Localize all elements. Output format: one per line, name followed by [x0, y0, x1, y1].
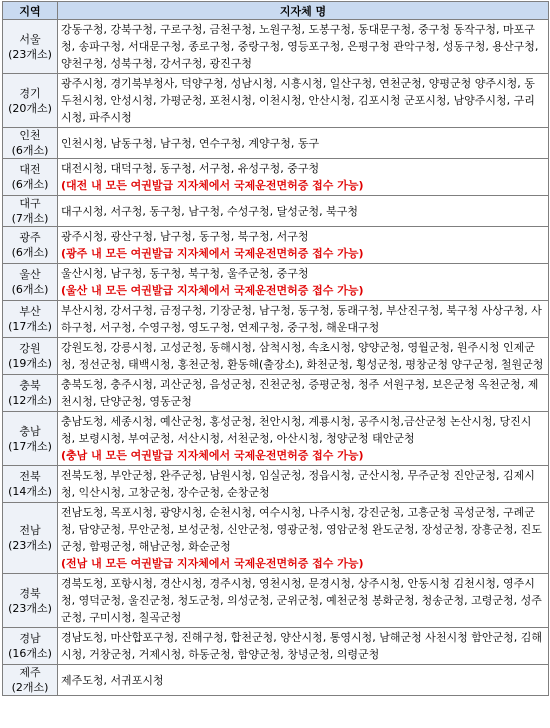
license-note: (대전 내 모든 여권발급 지자체에서 국제운전면허증 접수 가능): [61, 179, 364, 192]
municipality-cell: [58, 301, 549, 338]
region-name: 대전: [19, 163, 41, 176]
region-name: 강원: [19, 342, 41, 355]
municipality-cell: [58, 574, 549, 628]
municipality-cell: [58, 338, 549, 375]
header-region: 지역: [3, 2, 58, 20]
table-row: [3, 574, 549, 628]
municipality-cell: [58, 466, 549, 503]
municipality-list: 대전시청, 대덕구청, 동구청, 서구청, 유성구청, 중구청: [61, 162, 320, 175]
municipality-cell: [58, 264, 549, 301]
table-row: [3, 301, 549, 338]
region-cell: [3, 74, 58, 128]
region-count: (17개소): [8, 439, 52, 453]
municipality-list: 전북도청, 부안군청, 완주군청, 남원시청, 임실군청, 정읍시청, 군산시청, 무주군청 진안군청, 김제시청, 익산시청, 고창군청, 장수군청, 순창군청: [61, 469, 535, 499]
region-cell: [3, 628, 58, 665]
region-count: (14개소): [8, 485, 52, 498]
municipality-cell: [58, 128, 549, 159]
region-name: 제주: [19, 666, 41, 679]
municipality-list: 대구시청, 서구청, 동구청, 남구청, 수성구청, 달성군청, 북구청: [61, 204, 358, 218]
municipality-cell: [58, 412, 549, 466]
region-cell: [3, 159, 58, 196]
region-cell: [3, 264, 58, 301]
table-row: [3, 665, 549, 696]
municipality-cell: [58, 375, 549, 412]
region-cell: [3, 338, 58, 375]
municipality-list: 광주시청, 광산구청, 남구청, 동구청, 북구청, 서구청: [61, 230, 309, 243]
municipality-cell: [58, 74, 549, 128]
region-count: (6개소): [11, 178, 49, 191]
region-cell: [3, 128, 58, 159]
table-row: [3, 74, 549, 128]
table-body: [3, 20, 549, 696]
region-cell: [3, 503, 58, 574]
municipality-list: 경남도청, 마산합포구청, 진해구청, 합천군청, 양산시청, 통영시청, 남해군청 사천시청 함안군청, 김해시청, 거창군청, 거제시청, 하동군청, 함양군청, 창녕군청, 의령군청: [61, 631, 542, 661]
table-row: [3, 264, 549, 301]
municipality-list: 충남도청, 세종시청, 예산군청, 홍성군청, 천안시청, 계룡시청, 공주시청,금산군청 논산시청, 당진시청, 보령시청, 부여군청, 서산시청, 서천군청, 아산시청, 청양군청 태안군청: [61, 415, 532, 445]
region-name: 울산: [19, 268, 41, 281]
municipality-list: 충북도청, 충주시청, 괴산군청, 음성군청, 진천군청, 증평군청, 청주 서원구청, 보은군청 옥천군청, 제천시청, 단양군청, 영동군청: [61, 378, 539, 408]
table-row: [3, 412, 549, 466]
municipality-cell: [58, 503, 549, 574]
municipality-list: 전남도청, 목포시청, 광양시청, 순천시청, 여수시청, 나주시청, 강진군청, 고흥군청 곡성군청, 구례군청, 담양군청, 무안군청, 보성군청, 신안군청, 영광군청, 영암군청 완도군청, 장성군청, 장흥군청, 진도군청, 함평군청, 해남군청, 화순군청: [61, 506, 542, 553]
license-note: (충남 내 모든 여권발급 지자체에서 국제운전면허증 접수 가능): [61, 449, 364, 462]
region-count: (6개소): [11, 246, 49, 259]
region-cell: [3, 665, 58, 696]
municipality-list: 경북도청, 포항시청, 경산시청, 경주시청, 영천시청, 문경시청, 상주시청, 안동시청 김천시청, 영주시청, 영덕군청, 울진군청, 청도군청, 의성군청, 군위군청, 예천군청 봉화군청, 청송군청, 고령군청, 성주군청, 구미시청, 칠곡군청: [61, 577, 542, 624]
region-count: (12개소): [8, 394, 52, 407]
region-name: 경북: [19, 586, 41, 600]
municipality-cell: [58, 20, 549, 74]
header-municipality: 지자체 명: [58, 2, 549, 20]
municipality-list: 제주도청, 서귀포시청: [61, 673, 164, 687]
region-cell: [3, 375, 58, 412]
municipality-list: 강동구청, 강북구청, 구로구청, 금천구청, 노원구청, 도봉구청, 동대문구청, 중구청 동작구청, 마포구청, 송파구청, 서대문구청, 종로구청, 중랑구청, 영등포구청, 은평구청 관악구청, 성동구청, 용산구청, 양천구청, 성북구청, 강서구청, 광진구청: [61, 23, 539, 70]
region-count: (23개소): [8, 47, 52, 61]
municipality-cell: [58, 665, 549, 696]
municipality-table: [2, 1, 549, 696]
license-note: (울산 내 모든 여권발급 지자체에서 국제운전면허증 접수 가능): [61, 284, 364, 297]
table-row: [3, 375, 549, 412]
region-cell: [3, 412, 58, 466]
table-row: [3, 628, 549, 665]
municipality-list: 광주시청, 경기북부청사, 덕양구청, 성남시청, 시흥시청, 일산구청, 연천군청, 양평군청 양주시청, 동두천시청, 안성시청, 가평군청, 포천시청, 이천시청, 안산시청, 김포시청 군포시청, 남양주시청, 구리시청, 파주시청: [61, 77, 535, 124]
region-count: (6개소): [11, 283, 49, 296]
table-row: [3, 20, 549, 74]
municipality-cell: [58, 196, 549, 227]
region-name: 부산: [19, 305, 41, 318]
region-name: 충북: [19, 379, 41, 392]
region-name: 전남: [19, 524, 41, 537]
municipality-list: 부산시청, 강서구청, 금정구청, 기장군청, 남구청, 동구청, 동래구청, 부산진구청, 북구청 사상구청, 사하구청, 서구청, 수영구청, 영도구청, 연제구청, 중구청, 해운대구청: [61, 304, 542, 334]
municipality-cell: [58, 227, 549, 264]
region-count: (17개소): [8, 320, 52, 333]
region-count: (23개소): [8, 601, 52, 615]
region-name: 광주: [19, 231, 41, 244]
municipality-cell: [58, 159, 549, 196]
region-count: (7개소): [11, 212, 49, 225]
region-cell: [3, 196, 58, 227]
region-cell: [3, 20, 58, 74]
license-note: (전남 내 모든 여권발급 지자체에서 국제운전면허증 접수 가능): [61, 557, 364, 570]
region-name: 대구: [19, 197, 41, 210]
region-cell: [3, 466, 58, 503]
region-cell: [3, 574, 58, 628]
table-row: [3, 338, 549, 375]
municipality-list: 강원도청, 강릉시청, 고성군청, 동해시청, 삼척시청, 속초시청, 양양군청, 영월군청, 원주시청 인제군청, 정선군청, 태백시청, 홍천군청, 환동해(출장소), 화천군청, 횡성군청, 평창군청 양구군청, 철원군청: [61, 341, 544, 371]
region-count: (16개소): [8, 647, 52, 660]
region-count: (6개소): [11, 144, 49, 157]
region-name: 경남: [19, 632, 41, 645]
region-name: 서울: [19, 32, 41, 46]
municipality-list: 울산시청, 남구청, 동구청, 북구청, 울주군청, 중구청: [61, 267, 309, 280]
region-count: (20개소): [8, 101, 52, 115]
municipality-cell: [58, 628, 549, 665]
region-name: 인천: [19, 129, 41, 142]
table-row: [3, 466, 549, 503]
region-name: 충남: [19, 424, 41, 438]
header-row: [3, 2, 549, 20]
region-count: (23개소): [8, 539, 52, 552]
table-row: [3, 159, 549, 196]
table-row: [3, 128, 549, 159]
region-cell: [3, 227, 58, 264]
region-count: (19개소): [8, 357, 52, 370]
region-cell: [3, 301, 58, 338]
table-row: [3, 196, 549, 227]
region-name: 경기: [19, 86, 41, 100]
region-name: 전북: [19, 470, 41, 483]
license-note: (광주 내 모든 여권발급 지자체에서 국제운전면허증 접수 가능): [61, 247, 364, 260]
municipality-list: 인천시청, 남동구청, 남구청, 연수구청, 계양구청, 동구: [61, 136, 320, 150]
table-row: [3, 503, 549, 574]
region-count: (2개소): [11, 681, 49, 694]
table-row: [3, 227, 549, 264]
